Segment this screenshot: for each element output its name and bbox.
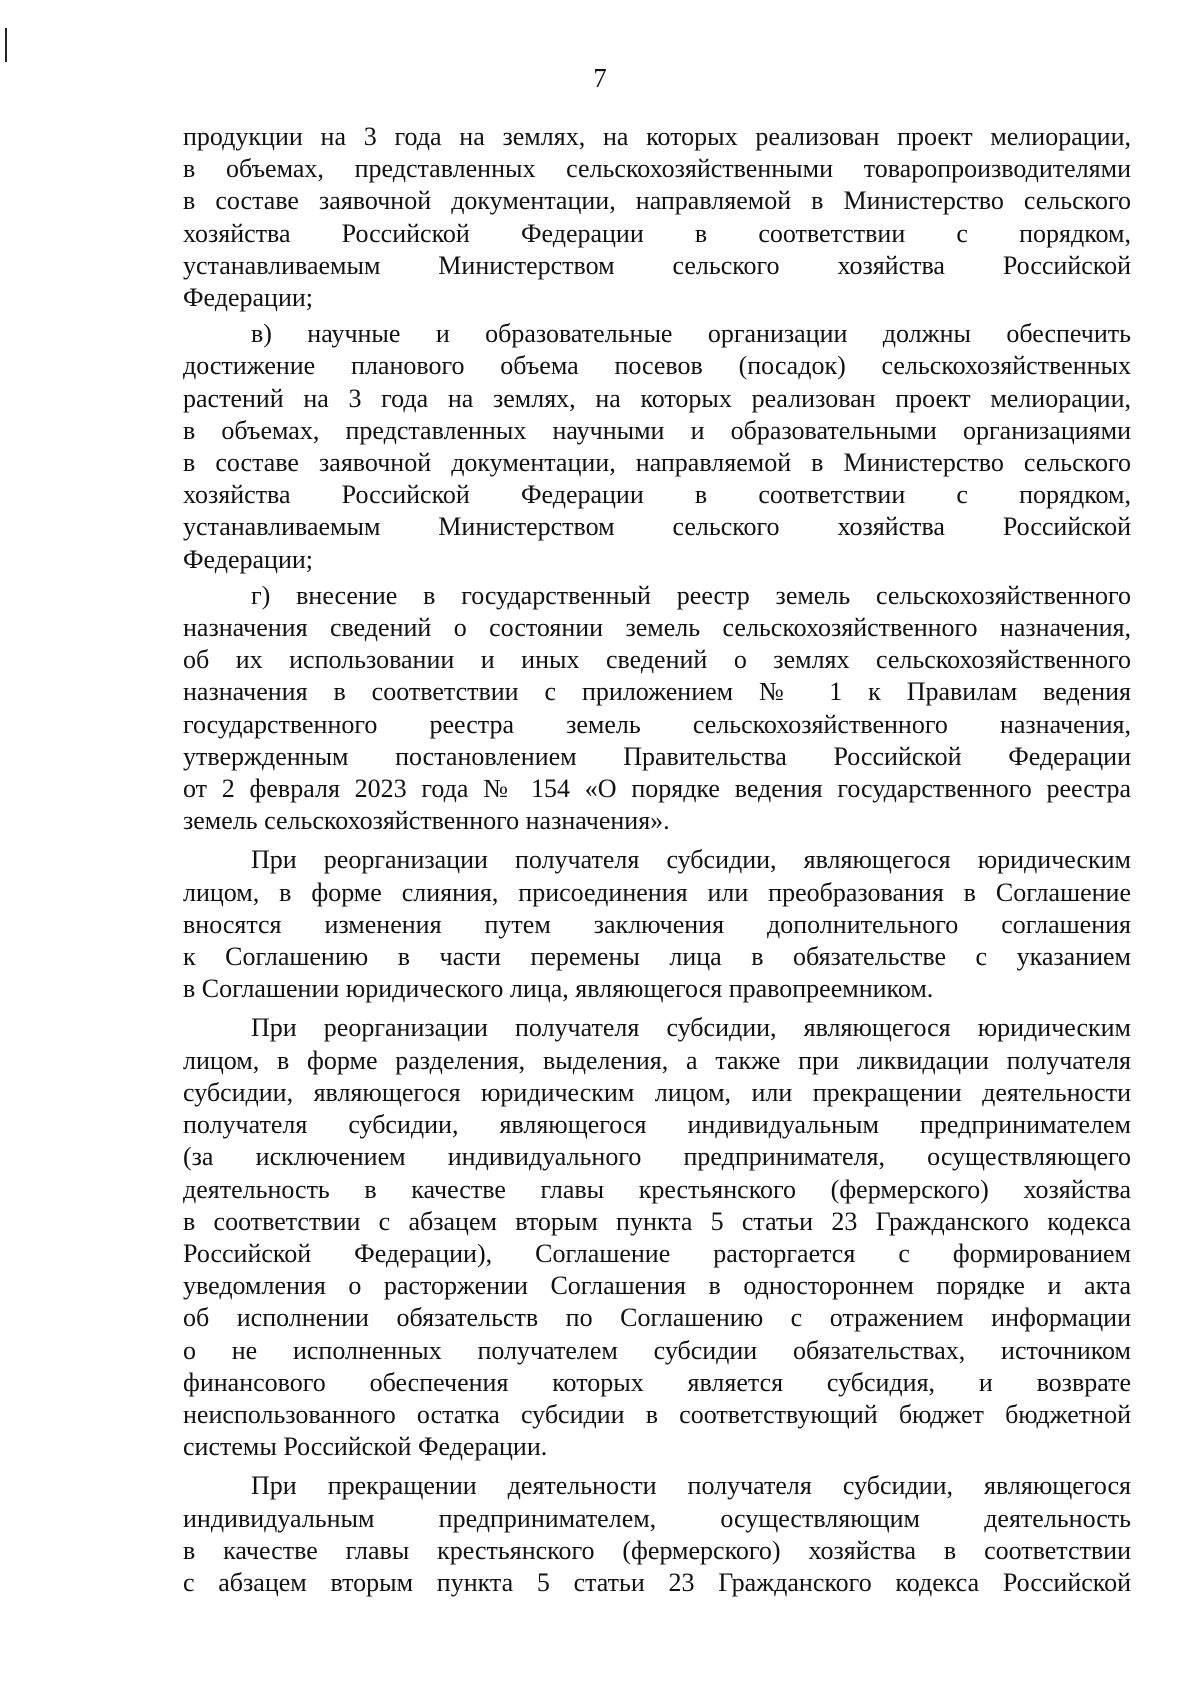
text-line: в Соглашении юридического лица, являющегося правопреемником. (183, 974, 934, 1004)
text-line: Российской Федерации), Соглашение расторгается с формированием (183, 1238, 1131, 1268)
text-line: получателя субсидии, являющегося индивидуальным предпринимателем (183, 1110, 1131, 1140)
text-line: в составе заявочной документации, направляемой в Министерство сельского (183, 186, 1131, 216)
text-line: к Соглашению в части перемены лица в обязательстве с указанием (183, 942, 1131, 972)
page-number: 7 (593, 63, 607, 93)
text-line: (за исключением индивидуального предпринимателя, осуществляющего (183, 1142, 1131, 1172)
text-line: деятельность в качестве главы крестьянского (фермерского) хозяйства (183, 1174, 1131, 1204)
text-line: государственного реестра земель сельскохозяйственного назначения, (183, 709, 1131, 739)
paragraph-item-v (183, 318, 1131, 576)
text-line: утвержденным постановлением Правительства Российской Федерации (183, 741, 1131, 771)
text-line: в объемах, представленных научными и образовательными организациями (183, 415, 1131, 445)
text-line: хозяйства Российской Федерации в соответствии с порядком, (183, 218, 1131, 248)
text-line: субсидии, являющегося юридическим лицом, или прекращении деятельности (183, 1077, 1131, 1107)
text-line: назначения в соответствии с приложением № 1 к Правилам ведения (183, 677, 1131, 707)
paragraph-termination (183, 1470, 1131, 1599)
text-line: устанавливаемым Министерством сельского хозяйства Российской (183, 250, 1131, 280)
document-body (183, 121, 1131, 1599)
scan-edge-mark (5, 28, 7, 62)
text-line: земель сельскохозяйственного назначения». (183, 806, 670, 836)
text-line: устанавливаемым Министерством сельского хозяйства Российской (183, 512, 1131, 542)
text-line: об исполнении обязательств по Соглашению с отражением информации (183, 1303, 1131, 1333)
text-line: в соответствии с абзацем вторым пункта 5 статьи 23 Гражданского кодекса (183, 1206, 1131, 1236)
text-line: При прекращении деятельности получателя субсидии, являющегося (251, 1471, 1131, 1501)
text-line: системы Российской Федерации. (183, 1432, 548, 1462)
text-line: финансового обеспечения которых является субсидия, и возврате (183, 1367, 1131, 1397)
text-line: вносятся изменения путем заключения дополнительного соглашения (183, 909, 1131, 939)
text-line: в объемах, представленных сельскохозяйственными товаропроизводителями (183, 154, 1131, 184)
paragraph-item-g (183, 580, 1131, 838)
text-line: продукции на 3 года на землях, на которых реализован проект мелиорации, (183, 122, 1131, 151)
text-line: достижение планового объема посевов (посадок) сельскохозяйственных (183, 351, 1131, 381)
paragraph-continuation (183, 121, 1131, 314)
text-line: При реорганизации получателя субсидии, являющегося юридическим (251, 845, 1131, 875)
paragraph-reorganization-merger (183, 844, 1131, 1005)
text-line: о не исполненных получателем субсидии обязательствах, источником (183, 1335, 1131, 1365)
text-line: с абзацем вторым пункта 5 статьи 23 Гражданского кодекса Российской (183, 1567, 1131, 1597)
text-line: лицом, в форме слияния, присоединения или преобразования в Соглашение (183, 877, 1131, 907)
text-line: Федерации; (183, 283, 314, 313)
text-line: При реорганизации получателя субсидии, являющегося юридическим (251, 1013, 1131, 1043)
text-line: Федерации; (183, 544, 314, 574)
text-line: растений на 3 года на землях, на которых реализован проект мелиорации, (183, 383, 1131, 413)
paragraph-reorganization-division (183, 1012, 1131, 1463)
text-line: хозяйства Российской Федерации в соответствии с порядком, (183, 480, 1131, 510)
text-line: неиспользованного остатка субсидии в соответствующий бюджет бюджетной (183, 1399, 1131, 1429)
text-line: лицом, в форме разделения, выделения, а также при ликвидации получателя (183, 1045, 1131, 1075)
text-line: уведомления о расторжении Соглашения в одностороннем порядке и акта (183, 1271, 1131, 1301)
text-line: индивидуальным предпринимателем, осуществляющим деятельность (183, 1503, 1131, 1533)
text-line: об их использовании и иных сведений о землях сельскохозяйственного (183, 645, 1131, 675)
text-line: назначения сведений о состоянии земель сельскохозяйственного назначения, (183, 613, 1131, 643)
text-line: в составе заявочной документации, направляемой в Министерство сельского (183, 448, 1131, 478)
text-line: в качестве главы крестьянского (фермерского) хозяйства в соответствии (183, 1535, 1131, 1565)
text-line: в) научные и образовательные организации должны обеспечить (251, 319, 1131, 349)
text-line: от 2 февраля 2023 года № 154 «О порядке ведения государственного реестра (183, 774, 1131, 804)
text-line: г) внесение в государственный реестр земель сельскохозяйственного (251, 580, 1131, 610)
